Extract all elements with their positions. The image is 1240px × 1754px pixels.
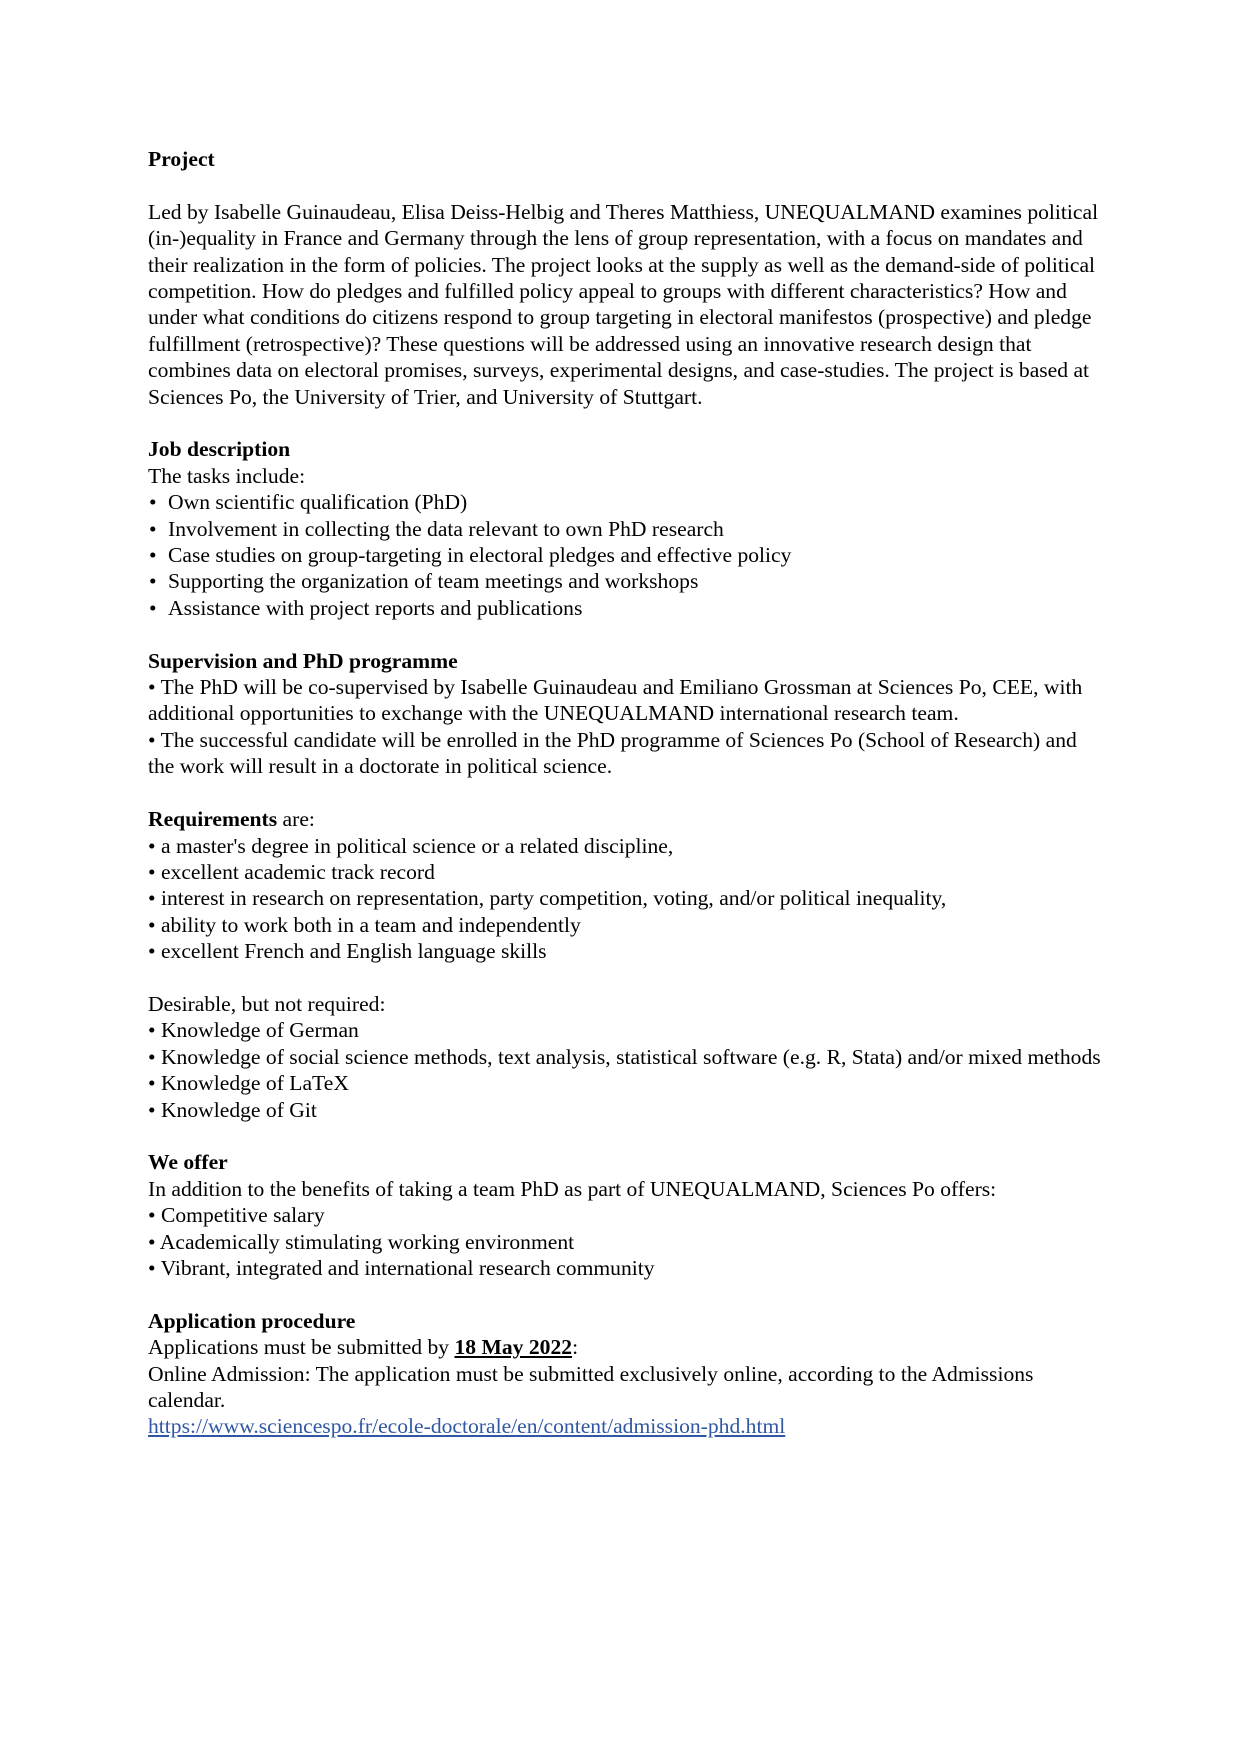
requirements-title [148,806,1108,832]
offer-item: • Academically stimulating working environment [148,1229,575,1254]
list-item: • Assistance with project reports and publications [149,595,583,620]
requirement-item: • excellent French and English language skills [148,939,547,964]
desirable-item: • Knowledge of German [148,1018,359,1043]
supervision-section [148,648,1108,780]
deadline-date: 18 May 2022 [454,1335,573,1360]
bullet-icon: • [149,516,157,541]
bullet-icon: • [149,490,157,515]
desirable-section [148,991,1108,1123]
requirement-item: • interest in research on representation, party competition, voting, and/or political inequality, [148,886,947,911]
project-description: Led by Isabelle Guinaudeau, Elisa Deiss-Helbig and Theres Matthiess, UNEQUALMAND examines political (in-)equality in France and Germany through the lens of group representation, with a focus on mandates and their realization in the form of policies. The project looks at the supply as well as the demand-side of political competition. How do pledges and fulfilled policy appeal to groups with different characteristics? How and under what conditions do citizens respond to group targeting in electoral manifestos (prospective) and pledge fulfillment (retrospective)? These questions will be addressed using an innovative research design that combines data on electoral promises, surveys, experimental designs, and case-studies. The project is based at Sciences Po, the University of Trier, and University of Stuttgart. [148,199,1099,409]
requirements-section [148,806,1108,964]
requirement-item: • a master's degree in political science or a related discipline, [148,833,674,858]
desirable-intro: Desirable, but not required: [148,991,386,1016]
supervision-heading: Supervision and PhD programme [148,648,458,673]
list-item: • Own scientific qualification (PhD) [149,490,468,515]
application-section [148,1308,1108,1440]
supervision-item: • The successful candidate will be enrolled in the PhD programme of Sciences Po (School of Research) and the work will result in a doctorate in political science. [148,727,1077,779]
list-item: • Supporting the organization of team meetings and workshops [149,569,699,594]
application-heading: Application procedure [148,1308,356,1333]
requirement-item: • ability to work both in a team and independently [148,912,581,937]
application-deadline-line [148,1334,1108,1360]
requirement-item: • excellent academic track record [148,859,435,884]
requirements-heading: Requirements [148,807,278,832]
project-section [148,146,1108,410]
requirements-heading-suffix: are: [277,807,315,832]
bullet-icon: • [149,543,157,568]
job-description-section [148,436,1108,621]
bullet-icon: • [149,595,157,620]
job-tasks-intro: The tasks include: [148,463,306,488]
offer-intro: In addition to the benefits of taking a team PhD as part of UNEQUALMAND, Sciences Po offers: [148,1176,997,1201]
job-description-heading: Job description [148,437,291,462]
desirable-item: • Knowledge of Git [148,1097,317,1122]
supervision-item: • The PhD will be co-supervised by Isabelle Guinaudeau and Emiliano Grossman at Sciences Po, CEE, with additional opportunities to exchange with the UNEQUALMAND international research team. [148,675,1083,726]
list-item: • Involvement in collecting the data relevant to own PhD research [149,516,724,541]
admission-link[interactable]: https://www.sciencespo.fr/ecole-doctorale/en/content/admission-phd.html [148,1414,786,1439]
offer-item: • Competitive salary [148,1203,325,1228]
list-item: • Case studies on group-targeting in electoral pledges and effective policy [149,543,792,568]
document-page [148,146,1108,1440]
offer-heading: We offer [148,1150,228,1175]
project-heading: Project [148,147,215,171]
desirable-item: • Knowledge of social science methods, text analysis, statistical software (e.g. R, Stata) and/or mixed methods [148,1044,1101,1069]
bullet-icon: • [149,569,157,594]
job-tasks-list [148,489,1108,621]
desirable-item: • Knowledge of LaTeX [148,1071,349,1096]
deadline-prefix: Applications must be submitted by [148,1335,455,1360]
offer-item: • Vibrant, integrated and international research community [148,1255,655,1280]
online-admission-text: Online Admission: The application must be submitted exclusively online, according to the Admissions calendar. [148,1361,1034,1412]
offer-section [148,1149,1108,1281]
deadline-suffix: : [572,1335,579,1360]
